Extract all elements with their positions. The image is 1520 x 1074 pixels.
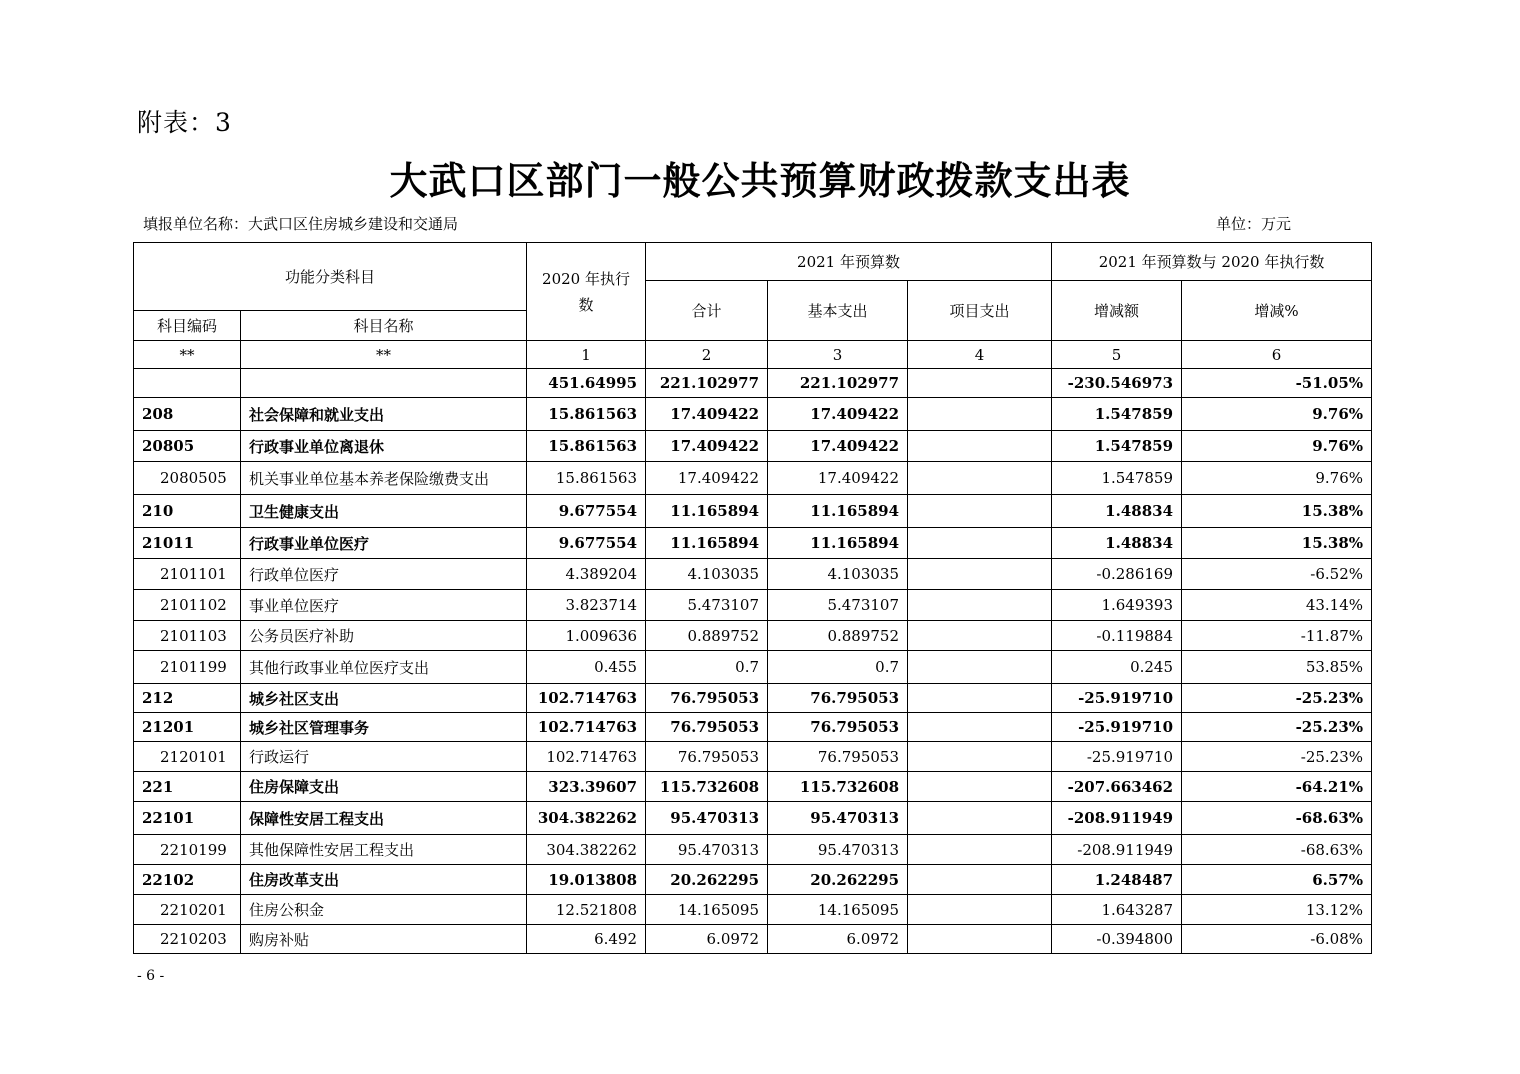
index-cell: 2 [646,341,768,369]
change-amount-cell: -25.919710 [1052,742,1182,772]
subject-name-cell: 购房补贴 [241,925,527,954]
exec-2020-cell: 102.714763 [527,713,646,742]
total-cell: 17.409422 [646,398,768,431]
header-basic: 基本支出 [768,281,908,341]
exec-2020-cell: 15.861563 [527,462,646,495]
project-cell [908,835,1052,865]
total-cell: 76.795053 [646,684,768,713]
subject-code-cell: 2080505 [134,462,241,495]
index-cell: 5 [1052,341,1182,369]
exec-2020-cell: 6.492 [527,925,646,954]
change-amount-cell: 1.48834 [1052,528,1182,559]
change-amount-cell: 1.649393 [1052,590,1182,621]
budget-table-body [134,369,1372,954]
change-percent-cell: -11.87% [1182,621,1372,651]
change-percent-cell: 43.14% [1182,590,1372,621]
exec-2020-cell: 12.521808 [527,895,646,925]
project-cell [908,369,1052,398]
subject-name-cell: 行政事业单位离退休 [241,431,527,462]
total-cell: 4.103035 [646,559,768,590]
change-percent-cell: -6.08% [1182,925,1372,954]
change-percent-cell: 53.85% [1182,651,1372,684]
table-row [134,528,1372,559]
subject-code-cell: 2101101 [134,559,241,590]
subject-code-cell: 210 [134,495,241,528]
subject-code-cell [134,369,241,398]
table-row [134,590,1372,621]
change-percent-cell: 9.76% [1182,398,1372,431]
change-percent-cell: -25.23% [1182,742,1372,772]
change-amount-cell: -208.911949 [1052,802,1182,835]
header-code: 科目编码 [134,311,241,341]
header-project: 项目支出 [908,281,1052,341]
exec-2020-cell: 15.861563 [527,431,646,462]
change-percent-cell: 9.76% [1182,431,1372,462]
subject-code-cell: 2101199 [134,651,241,684]
subject-code-cell: 2210203 [134,925,241,954]
total-cell: 95.470313 [646,835,768,865]
table-row [134,559,1372,590]
total-cell: 11.165894 [646,528,768,559]
exec-2020-cell: 451.64995 [527,369,646,398]
table-row [134,651,1372,684]
total-cell: 76.795053 [646,713,768,742]
subject-code-cell: 212 [134,684,241,713]
exec-2020-cell: 3.823714 [527,590,646,621]
subject-name-cell: 社会保障和就业支出 [241,398,527,431]
subject-code-cell: 2210199 [134,835,241,865]
subject-code-cell: 2101102 [134,590,241,621]
basic-cell: 4.103035 [768,559,908,590]
table-row [134,865,1372,895]
change-amount-cell: 1.547859 [1052,462,1182,495]
total-cell: 5.473107 [646,590,768,621]
header-name: 科目名称 [241,311,527,341]
exec-2020-cell: 9.677554 [527,495,646,528]
change-amount-cell: 1.48834 [1052,495,1182,528]
change-percent-cell: 9.76% [1182,462,1372,495]
subject-name-cell [241,369,527,398]
basic-cell: 11.165894 [768,495,908,528]
exec-2020-cell: 304.382262 [527,802,646,835]
table-row [134,621,1372,651]
change-amount-cell: -25.919710 [1052,713,1182,742]
subject-code-cell: 208 [134,398,241,431]
change-amount-cell: -207.663462 [1052,772,1182,802]
project-cell [908,559,1052,590]
subject-code-cell: 2210201 [134,895,241,925]
change-amount-cell: -0.286169 [1052,559,1182,590]
header-change-amount: 增减额 [1052,281,1182,341]
subject-code-cell: 2120101 [134,742,241,772]
basic-cell: 0.889752 [768,621,908,651]
basic-cell: 20.262295 [768,865,908,895]
change-percent-cell: -51.05% [1182,369,1372,398]
header-func-class: 功能分类科目 [134,243,527,311]
change-percent-cell: 6.57% [1182,865,1372,895]
header-exec-2020: 2020 年执行数 [527,243,646,341]
table-row [134,369,1372,398]
exec-2020-cell: 1.009636 [527,621,646,651]
subject-code-cell: 221 [134,772,241,802]
subject-code-cell: 22101 [134,802,241,835]
project-cell [908,684,1052,713]
change-percent-cell: -6.52% [1182,559,1372,590]
change-amount-cell: -208.911949 [1052,835,1182,865]
change-amount-cell: 1.248487 [1052,865,1182,895]
basic-cell: 17.409422 [768,431,908,462]
page-title: 大武口区部门一般公共预算财政拨款支出表 [389,158,1131,203]
project-cell [908,651,1052,684]
subject-name-cell: 其他行政事业单位医疗支出 [241,651,527,684]
subject-name-cell: 行政事业单位医疗 [241,528,527,559]
exec-2020-cell: 9.677554 [527,528,646,559]
exec-2020-cell: 323.39607 [527,772,646,802]
subject-name-cell: 行政单位医疗 [241,559,527,590]
header-budget-2021: 2021 年预算数 [646,243,1052,281]
exec-2020-cell: 4.389204 [527,559,646,590]
project-cell [908,590,1052,621]
subject-name-cell: 城乡社区支出 [241,684,527,713]
table-row [134,684,1372,713]
change-percent-cell: -68.63% [1182,802,1372,835]
page-number: - 6 - [137,968,165,984]
subject-name-cell: 事业单位医疗 [241,590,527,621]
change-percent-cell: -64.21% [1182,772,1372,802]
total-cell: 221.102977 [646,369,768,398]
total-cell: 17.409422 [646,462,768,495]
index-cell: 6 [1182,341,1372,369]
table-row [134,495,1372,528]
change-percent-cell: -25.23% [1182,713,1372,742]
basic-cell: 221.102977 [768,369,908,398]
table-row [134,835,1372,865]
basic-cell: 5.473107 [768,590,908,621]
subject-code-cell: 20805 [134,431,241,462]
total-cell: 95.470313 [646,802,768,835]
header-total: 合计 [646,281,768,341]
subject-name-cell: 行政运行 [241,742,527,772]
change-percent-cell: 13.12% [1182,895,1372,925]
total-cell: 20.262295 [646,865,768,895]
table-row [134,925,1372,954]
subject-name-cell: 住房保障支出 [241,772,527,802]
reporting-unit: 填报单位名称：大武口区住房城乡建设和交通局 [143,215,459,233]
subject-name-cell: 住房改革支出 [241,865,527,895]
header-change-percent: 增减% [1182,281,1372,341]
exec-2020-cell: 102.714763 [527,742,646,772]
project-cell [908,621,1052,651]
subject-code-cell: 2101103 [134,621,241,651]
change-percent-cell: 15.38% [1182,495,1372,528]
basic-cell: 76.795053 [768,713,908,742]
total-cell: 0.7 [646,651,768,684]
total-cell: 6.0972 [646,925,768,954]
subject-name-cell: 城乡社区管理事务 [241,713,527,742]
table-row [134,462,1372,495]
project-cell [908,772,1052,802]
change-amount-cell: -0.119884 [1052,621,1182,651]
exec-2020-cell: 304.382262 [527,835,646,865]
table-row [134,398,1372,431]
basic-cell: 6.0972 [768,925,908,954]
basic-cell: 76.795053 [768,742,908,772]
currency-unit: 单位：万元 [1216,215,1292,233]
project-cell [908,713,1052,742]
index-cell: 1 [527,341,646,369]
exec-2020-cell: 102.714763 [527,684,646,713]
change-amount-cell: -25.919710 [1052,684,1182,713]
subject-code-cell: 21011 [134,528,241,559]
attachment-label: 附表：3 [137,108,232,137]
basic-cell: 17.409422 [768,398,908,431]
project-cell [908,802,1052,835]
subject-name-cell: 住房公积金 [241,895,527,925]
exec-2020-cell: 0.455 [527,651,646,684]
project-cell [908,865,1052,895]
index-cell: ** [241,341,527,369]
change-amount-cell: 1.547859 [1052,431,1182,462]
basic-cell: 115.732608 [768,772,908,802]
change-amount-cell: 1.643287 [1052,895,1182,925]
project-cell [908,528,1052,559]
subject-name-cell: 卫生健康支出 [241,495,527,528]
total-cell: 76.795053 [646,742,768,772]
table-row [134,742,1372,772]
total-cell: 17.409422 [646,431,768,462]
total-cell: 0.889752 [646,621,768,651]
index-cell: 4 [908,341,1052,369]
change-percent-cell: -25.23% [1182,684,1372,713]
change-amount-cell: 1.547859 [1052,398,1182,431]
exec-2020-cell: 19.013808 [527,865,646,895]
table-row [134,713,1372,742]
index-row [134,341,1372,369]
basic-cell: 17.409422 [768,462,908,495]
subject-name-cell: 保障性安居工程支出 [241,802,527,835]
project-cell [908,462,1052,495]
basic-cell: 14.165095 [768,895,908,925]
subject-name-cell: 其他保障性安居工程支出 [241,835,527,865]
table-row [134,772,1372,802]
table-row [134,802,1372,835]
basic-cell: 95.470313 [768,802,908,835]
total-cell: 14.165095 [646,895,768,925]
index-cell: ** [134,341,241,369]
index-cell: 3 [768,341,908,369]
subject-name-cell: 机关事业单位基本养老保险缴费支出 [241,462,527,495]
change-amount-cell: -0.394800 [1052,925,1182,954]
basic-cell: 11.165894 [768,528,908,559]
exec-2020-cell: 15.861563 [527,398,646,431]
project-cell [908,431,1052,462]
subject-code-cell: 21201 [134,713,241,742]
subject-name-cell: 公务员医疗补助 [241,621,527,651]
change-amount-cell: -230.546973 [1052,369,1182,398]
project-cell [908,895,1052,925]
basic-cell: 95.470313 [768,835,908,865]
total-cell: 11.165894 [646,495,768,528]
change-percent-cell: -68.63% [1182,835,1372,865]
basic-cell: 76.795053 [768,684,908,713]
project-cell [908,398,1052,431]
header-compare: 2021 年预算数与 2020 年执行数 [1052,243,1372,281]
table-row [134,431,1372,462]
budget-table [133,242,1372,954]
table-row [134,895,1372,925]
project-cell [908,495,1052,528]
project-cell [908,742,1052,772]
subject-code-cell: 22102 [134,865,241,895]
total-cell: 115.732608 [646,772,768,802]
basic-cell: 0.7 [768,651,908,684]
change-percent-cell: 15.38% [1182,528,1372,559]
change-amount-cell: 0.245 [1052,651,1182,684]
project-cell [908,925,1052,954]
